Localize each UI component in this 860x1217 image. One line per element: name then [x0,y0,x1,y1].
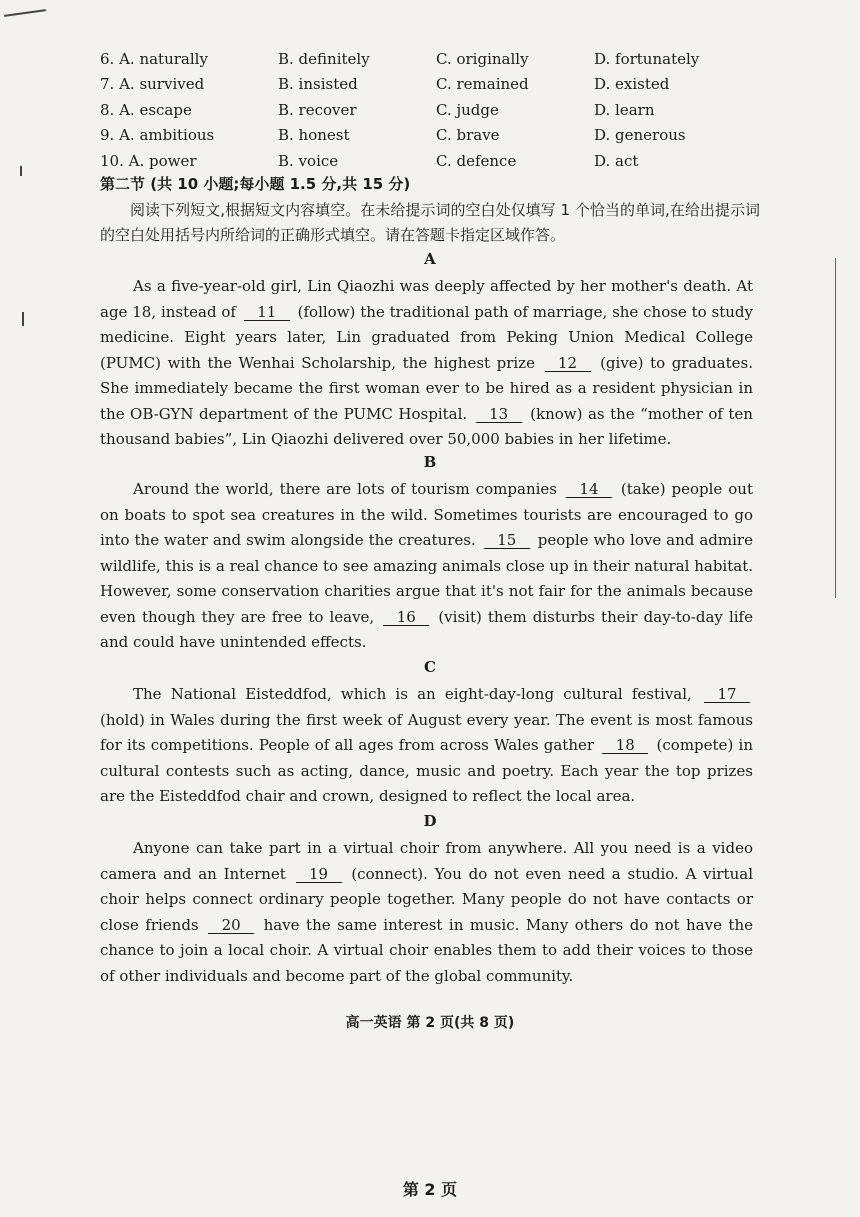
blank-18[interactable]: 18 [602,737,648,754]
passage-text: (take) people out on boats to spot sea creatures in the wild. Sometimes tourists are encouraged to go into the water and swim alongside the creatures. [100,480,753,549]
option-cell: 9. A. ambitious [100,126,215,145]
blank-20[interactable]: 20 [208,917,254,934]
passage-text: (connect). You do not even need a studio. A virtual choir helps connect ordinary people together. Many people do not have contacts or close friends [100,864,753,934]
option-cell: C. originally [436,49,529,68]
option-cell: B. insisted [278,75,358,94]
passage-text: have the same interest in music. Many others do not have the chance to join a local choir. A virtual choir enables them to add their voices to those of other individuals and become part of the global community. [100,915,753,985]
option-cell: D. fortunately [594,49,700,68]
passage-label-a: A [424,250,436,268]
option-row-6 [100,46,780,72]
option-cell: D. generous [594,126,686,145]
option-cell: C. defence [436,151,517,170]
passage-label-d: D [423,812,437,830]
passage-text: (give) to graduates. She immediately became the first woman ever to be hired as a resident physician in the OB-GYN department of the PUMC Hospital. [100,353,753,423]
option-cell: C. judge [436,100,499,119]
option-cell: D. existed [594,75,670,94]
options-table [100,46,780,174]
passage-d [100,836,753,989]
passage-label-b: B [423,453,437,471]
option-cell: 10. A. power [100,151,197,170]
passage-label-c: C [424,658,436,676]
blank-16[interactable]: 16 [383,609,429,626]
blank-15[interactable]: 15 [484,532,530,549]
option-cell: 6. A. naturally [100,49,208,68]
option-cell: C. brave [436,126,500,145]
passage-text: Anyone can take part in a virtual choir from anywhere. All you need is a video camera and an Internet [100,839,753,883]
option-row-9 [100,123,780,149]
blank-13[interactable]: 13 [476,406,522,423]
passage-text: (know) as the “mother of ten thousand babies”, Lin Qiaozhi delivered over 50,000 babies in her lifetime. [100,404,753,448]
section-title: 第二节 (共 10 小题;每小题 1.5 分,共 15 分) [100,175,411,193]
passage-text: (visit) them disturbs their day-to-day life and could have unintended effects. [100,607,753,651]
option-cell: B. honest [278,126,350,145]
passage-text: (hold) in Wales during the first week of August every year. The event is most famous for its competitions. People of all ages from across Wales gather [100,710,753,754]
instructions: 阅读下列短文,根据短文内容填空。在未给提示词的空白处仅填写 1 个恰当的单词,在给出提示词的空白处用括号内所给词的正确形式填空。请在答题卡指定区域作答。 [100,201,760,244]
blank-14[interactable]: 14 [566,481,612,498]
scan-mark-left-1 [22,312,24,326]
scan-mark-top-left [4,9,46,17]
passage-a [100,274,753,453]
passage-c [100,682,753,810]
option-cell: 7. A. survived [100,75,205,94]
option-cell: D. act [594,151,639,170]
blank-19[interactable]: 19 [296,866,342,883]
passage-text: As a five-year-old girl, Lin Qiaozhi was deeply affected by her mother's death. At age 18, instead of [100,277,753,321]
scan-mark-left-2 [20,166,22,176]
passage-b [100,477,753,656]
option-cell: B. recover [278,100,357,119]
passage-text: The National Eisteddfod, which is an eight-day-long cultural festival, [133,685,692,703]
inner-page-footer: 高一英语 第 2 页(共 8 页) [345,1015,515,1031]
blank-11[interactable]: 11 [244,304,290,321]
passage-text: (follow) the traditional path of marriage, she chose to study medicine. Eight years later, Lin graduated from Peking Union Medical College (PUMC) with the Wenhai Scholarship, the highest prize [100,302,753,372]
option-cell: B. definitely [278,49,370,68]
page-number: 第 2 页 [402,1180,458,1199]
option-row-7 [100,72,780,98]
scan-line-right [835,258,836,598]
blank-17[interactable]: 17 [704,686,750,703]
option-cell: C. remained [436,75,529,94]
option-cell: B. voice [278,151,339,170]
option-cell: 8. A. escape [100,100,192,119]
blank-12[interactable]: 12 [545,355,591,372]
passage-text: (compete) in cultural contests such as acting, dance, music and poetry. Each year the top prizes are the Eisteddfod chair and crown, designed to reflect the local area. [100,736,753,805]
passage-text: Around the world, there are lots of tourism companies [133,480,557,498]
passage-text: people who love and admire wildlife, this is a real chance to see amazing animals close up in their natural habitat. However, some conservation charities argue that it's not fair for the animals because even though they are free to leave, [100,531,753,626]
option-row-10 [100,148,780,174]
option-row-8 [100,97,780,123]
option-cell: D. learn [594,100,655,119]
